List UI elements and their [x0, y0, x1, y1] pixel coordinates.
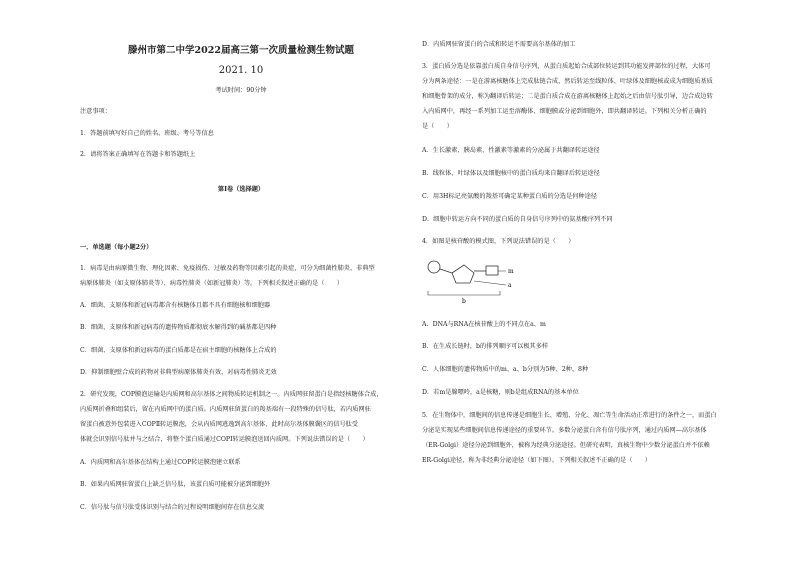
- q5-stem-line-4: ER-Golgi途径，称为非经典分泌途径（如下图）。下列相关叙述不正确的是（ ）: [422, 457, 651, 464]
- label-a: a: [508, 282, 512, 289]
- phosphate-bond: [440, 269, 452, 273]
- right-column: [422, 0, 744, 562]
- q4-stem: 4．如图是核苷酸的模式图，下列说法错误的是（ ）: [422, 238, 575, 245]
- q1-stem-line-1: 1．病毒是由病原微生物、理化因素、免疫损伤、过敏及药物等因素引起的炎症，可分为细菌性肺炎、非典型: [80, 265, 375, 272]
- q3-stem-line-1: 3．蛋白质分选是依靠蛋白质自身信号序列，从蛋白质起始合成部位转运到其功能发挥部位的过程，大体可: [422, 63, 711, 70]
- q4-option-c: C．人体细胞的遗传物质中的m、a、b分别为5种、2种、8种: [422, 366, 589, 373]
- q3-option-c: C．用3H标记亮氨酸的羧基可确定某种蛋白质的分选是何种途径: [422, 193, 597, 200]
- q2-stem-line-4: 体就会识别信号肽并与之结合，将整个蛋白质通过COPⅠ转运膜泡送回内质网。下列说法错误的是（ ）: [80, 436, 369, 443]
- left-column: [80, 0, 402, 562]
- pentose-ring: [452, 265, 474, 283]
- label-a-line: [474, 281, 506, 285]
- phosphate-circle: [428, 261, 440, 273]
- q1-option-c: C．细菌、支原体和新冠病毒的蛋白质都是在宿主细胞的核糖体上合成的: [80, 347, 277, 354]
- q3-stem-line-5: 是（ ）: [422, 123, 453, 130]
- q5-stem-line-2: 分泌是实现某些细胞间信息传递途径的重要环节。多数分泌蛋白含有信号肽序列，通过内质网—高尔基体: [422, 427, 707, 434]
- q1-option-a: A．细菌、支原体和新冠病毒都含有核糖体且都不具有细胞核和细胞器: [80, 302, 271, 309]
- q2-option-d: D．内质网驻留蛋白的合成和转运不需要高尔基体的加工: [422, 41, 576, 48]
- part-heading: 一、单选题（每小题2分）: [80, 244, 153, 251]
- q2-stem-line-2: 内质网折叠和组装后，留在内质网中的蛋白质。内质网驻留蛋白的羧基端有一段特殊的信号肽，若内质网驻: [80, 406, 371, 413]
- exam-date: 2021. 10: [218, 65, 264, 76]
- q3-stem-line-3: 和细胞骨架的成分，称为翻译后转运；二是蛋白质合成在游离核糖体上起始之后由信号肽引导，边合成边转: [422, 93, 713, 100]
- notice-item-2: 2．请将答案正确填写在答题卡和答题纸上: [80, 151, 196, 158]
- q5-stem-line-1: 5．在生物体中，细胞间的信息传递是细胞生长、增殖、分化、凋亡等生命活动正常进行的条件之一，而蛋白: [422, 412, 717, 419]
- q2-stem-line-3: 留蛋白被意外包装进入COPⅡ转运膜泡，会从内质网逃逸到高尔基体，此时高尔基体膜囊区的信号肽受: [80, 421, 359, 428]
- nucleotide-diagram: [422, 255, 532, 315]
- q4-option-d: D．若m是腺嘌呤，a是核糖，则b是组成RNA的基本单位: [422, 389, 579, 396]
- q4-option-b: B．在生成长链时，b的排列顺序可以极其多样: [422, 343, 549, 350]
- q2-option-a: A．内质网和高尔基体在结构上通过COP转运膜泡建立联系: [80, 459, 241, 466]
- q1-option-d: D．抑制细胞壁合成的药物对非典型病原体肺炎有效，对病毒性肺炎无效: [80, 369, 277, 376]
- section-heading: 第Ⅰ卷（选择题）: [217, 186, 265, 193]
- q3-option-b: B．线粒体、叶绿体以及细胞核中的蛋白质均来自翻译后转运途径: [422, 170, 600, 177]
- base-box: [486, 266, 498, 275]
- q5-stem-line-3: （ER-Golgi）途径分泌到细胞外，被称为经典分泌途径。但研究表明，真核生物中少数分泌蛋白并不依赖: [422, 442, 710, 449]
- label-m: m: [508, 268, 514, 275]
- notice-item-1: 1．答题前填写好自己的姓名、班级、考号等信息: [80, 130, 214, 137]
- q3-stem-line-4: 入内质网中，再经一系列加工运至溶酶体、细胞膜或分泌到细胞外，即共翻译转运。下列相关分析正确的: [422, 108, 707, 115]
- q1-option-b: B．细菌、支原体和新冠病毒的遗传物质都彻底水解得到的碱基都是四种: [80, 324, 277, 331]
- q4-option-a: A．DNA与RNA在核苷酸上的不同点在a、m: [422, 321, 546, 328]
- bracket-b: [428, 291, 500, 295]
- q3-option-d: D．细胞中转运方向不同的蛋白质的自身信号序列中的氨基酸序列不同: [422, 216, 613, 223]
- q2-stem-line-1: 2．研究发现，COP膜泡运输是内质网和高尔基体之间物质转运机制之一。内质网驻留蛋白是指经核糖体合成，: [80, 391, 383, 398]
- notice-heading: 注意事项：: [80, 108, 111, 115]
- q3-option-a: A．生长激素、胰岛素、性激素等激素的分泌属于共翻译转运途径: [422, 147, 600, 154]
- q2-option-c: C．信号肽与信号肽受体识别与结合的过程说明细胞间存在信息交流: [80, 504, 265, 511]
- label-b: b: [462, 298, 466, 305]
- q2-option-b: B．如果内质网驻留蛋白上缺乏信号肽，该蛋白质可能被分泌到细胞外: [80, 481, 271, 488]
- exam-title: 滕州市第二中学2022届高三第一次质量检测生物试题: [128, 45, 354, 56]
- exam-time: 考试时间：90分钟: [215, 87, 267, 94]
- q3-stem-line-2: 分为两条途径：一是在游离核糖体上完成肽链合成，然后转运至线粒体、叶绿体及细胞核或成为细胞质基质: [422, 78, 713, 85]
- q1-stem-line-2: 病原体肺炎（如支原体肺炎等）、病毒性肺炎（如新冠肺炎）等。下列相关叙述正确的是（ ）: [80, 280, 343, 287]
